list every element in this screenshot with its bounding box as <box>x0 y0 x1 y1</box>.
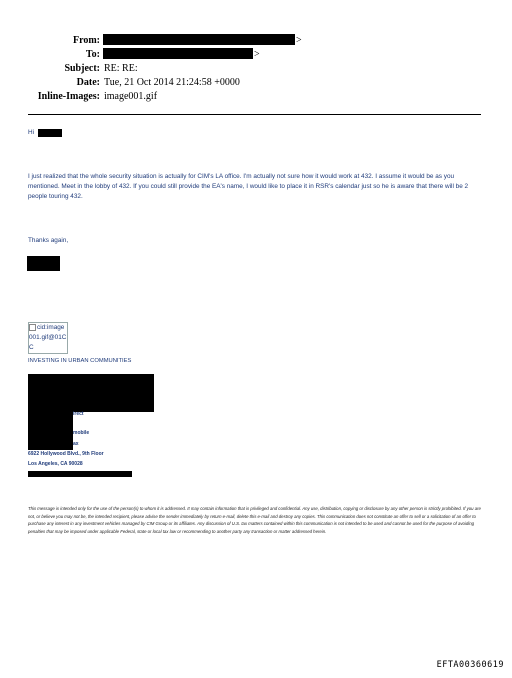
to-label: To: <box>85 49 100 60</box>
to-suffix: > <box>254 49 260 60</box>
greeting: Hi <box>28 129 35 136</box>
date-value: Tue, 21 Oct 2014 21:24:58 +0000 <box>104 77 240 88</box>
subject-label: Subject: <box>64 63 100 74</box>
broken-image-icon <box>29 324 36 331</box>
inline-images-label: Inline-Images: <box>37 91 100 102</box>
inline-images-value: image001.gif <box>104 91 158 102</box>
date-label: Date: <box>76 77 100 88</box>
signature-image-alt: cid:image001.gif@01CC <box>29 324 67 351</box>
signature-mobile: mobile <box>73 430 90 436</box>
signature-tagline: INVESTING IN URBAN COMMUNITIES <box>28 358 132 364</box>
signature-fax: ax <box>73 441 79 447</box>
from-suffix: > <box>296 35 302 46</box>
from-redaction <box>103 34 295 45</box>
signature-email-redaction <box>28 471 132 477</box>
signature-phone-redaction <box>28 408 73 450</box>
recipient-name-redaction <box>38 129 62 137</box>
from-label: From: <box>72 35 100 46</box>
sender-name-redaction <box>27 256 60 271</box>
signature-address-1: 6922 Hollywood Blvd., 9th Floor <box>28 451 104 457</box>
body-paragraph: I just realized that the whole security situation is actually for CIM's LA office. I'm actually not sure how it would work at 432. I assume it would be as you mentioned. Meet in the lobby of 432. If you could still provide the EA's name, I would like to place it in RSR's calendar just so he is aware that there will be 2 people touring 432. <box>28 173 469 200</box>
to-redaction <box>103 48 253 59</box>
document-id: EFTA00360619 <box>436 660 504 670</box>
subject-value: RE: RE: <box>104 63 138 74</box>
signature-logo-placeholder <box>28 322 68 354</box>
signature-name-redaction <box>28 374 154 412</box>
legal-disclaimer: This message is intended only for the use of the person(s) to whom it is addressed. It may contain information that is privileged and confidential. Any use, distribution, copying or disclosure by any other person is strictly prohibited. If you are not, or believe you may not be, the intended recipient, please advise the sender immediately by return e-mail, delete this e-mail and destroy any copies. This communication does not constitute an offer to sell or a solicitation of an offer to purchase any interest in any investment vehicles managed by CIM Group or its affiliates. Any discussion of U.S. tax matters contained within this communication is not intended to be used and cannot be used for the purpose of avoiding penalties that may be imposed under applicable Federal, state or local tax law or recommending to another party any transaction or matter addressed herein. <box>28 506 481 534</box>
signature-address-2: Los Angeles, CA 90028 <box>28 461 83 467</box>
header-divider <box>28 114 481 115</box>
closing: Thanks again, <box>28 237 69 244</box>
signature-direct: irect <box>73 411 84 417</box>
